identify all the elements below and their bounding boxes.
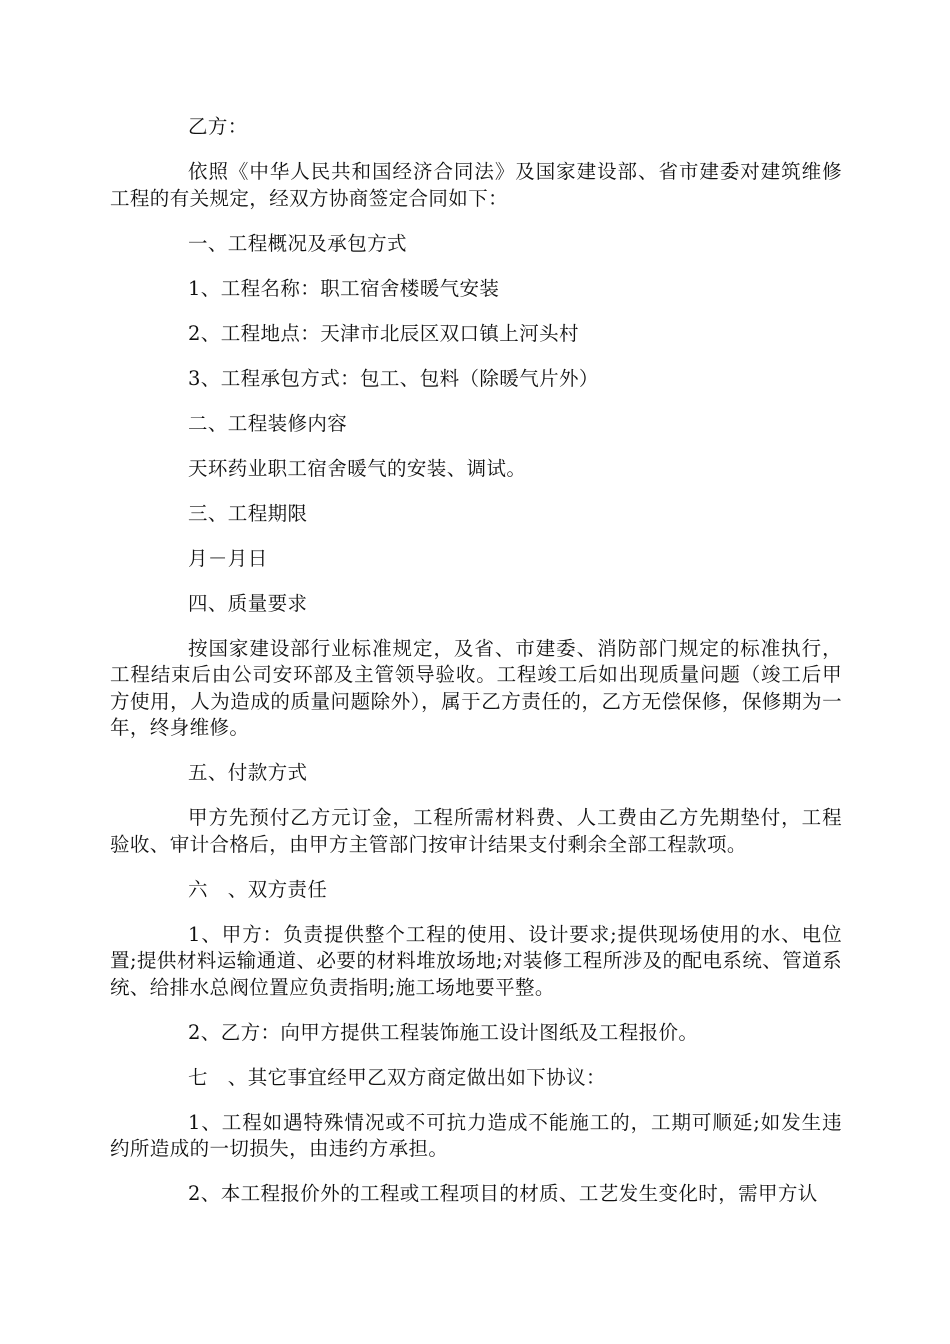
project-name: 1、工程名称：职工宿舍楼暖气安装	[188, 276, 500, 300]
project-location: 2、工程地点：天津市北辰区双口镇上河头村	[188, 321, 579, 345]
section-heading-4: 四、质量要求	[188, 591, 308, 615]
work-content: 天环药业职工宿舍暖气的安装、调试。	[188, 456, 527, 480]
section-heading-5: 五、付款方式	[188, 761, 308, 784]
quality-requirements: 按国家建设部行业标准规定，及省、市建委、消防部门规定的标准执行，工程结束后由公司安环部及主管领导验收。工程竣工后如出现质量问题（竣工后甲方使用，人为造成的质量问题除外），属于乙方责任的，乙方无偿保修，保修期为一年，终身维修。	[110, 636, 842, 739]
section-heading-1: 一、工程概况及承包方式	[188, 231, 407, 255]
section-heading-2: 二、工程装修内容	[188, 411, 348, 435]
contract-preamble: 依照《中华人民共和国经济合同法》及国家建设部、省市建委对建筑维修工程的有关规定，经双方协商签定合同如下：	[110, 160, 842, 210]
section-heading-7: 七 、其它事宜经甲乙双方商定做出如下协议：	[188, 1065, 606, 1089]
party-a-responsibilities: 1、甲方：负责提供整个工程的使用、设计要求;提供现场使用的水、电位置;提供材料运输通道、必要的材料堆放场地;对装修工程所涉及的配电系统、管道系统、给排水总阀位置应负责指明;施工场地要平整。	[110, 922, 842, 999]
party-b-line: 乙方：	[188, 115, 248, 138]
party-b-responsibilities: 2、乙方：向甲方提供工程装饰施工设计图纸及工程报价。	[188, 1020, 699, 1044]
document-body	[110, 114, 842, 1226]
section-heading-3: 三、工程期限	[188, 501, 308, 525]
project-duration: 月－月日	[188, 546, 268, 570]
contract-method: 3、工程承包方式：包工、包料（除暖气片外）	[188, 366, 599, 390]
payment-terms: 甲方先预付乙方元订金，工程所需材料费、人工费由乙方先期垫付，工程验收、审计合格后，由甲方主管部门按审计结果支付剩余全部工程款项。	[110, 806, 842, 856]
other-agreement-2: 2、本工程报价外的工程或工程项目的材质、工艺发生变化时，需甲方认	[188, 1182, 818, 1205]
section-heading-6: 六 、双方责任	[188, 877, 328, 901]
other-agreement-1: 1、工程如遇特殊情况或不可抗力造成不能施工的，工期可顺延;如发生违约所造成的一切损失，由违约方承担。	[110, 1110, 842, 1160]
